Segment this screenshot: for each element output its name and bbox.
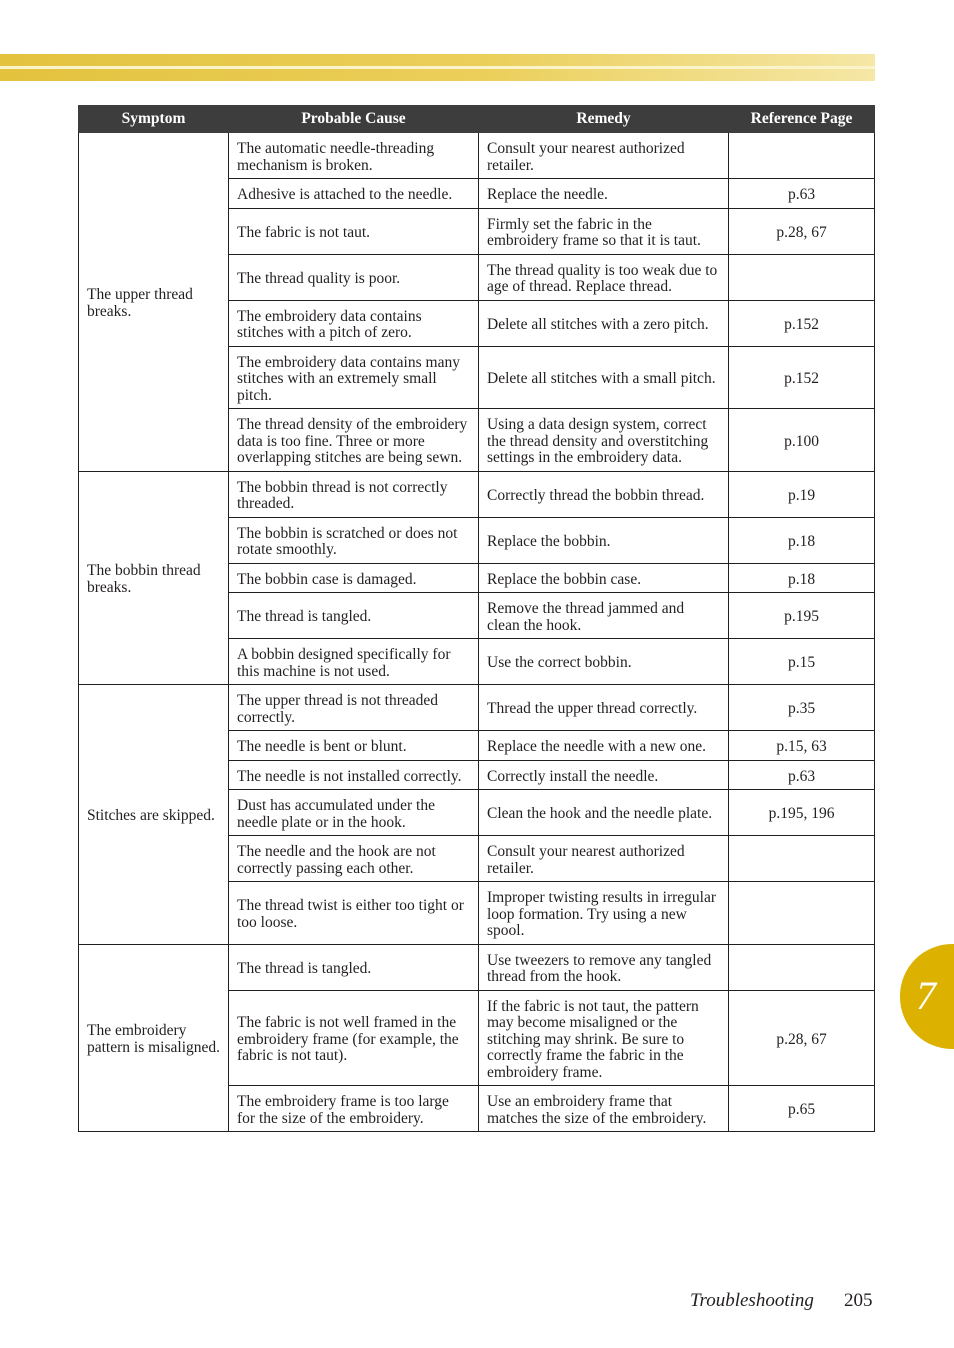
header-remedy: Remedy: [479, 106, 729, 133]
remedy-cell: Replace the bobbin case.: [479, 563, 729, 593]
reference-cell: p.100: [729, 409, 875, 472]
cause-cell: The automatic needle-threading mechanism is broken.: [229, 133, 479, 179]
reference-cell: p.152: [729, 346, 875, 409]
table-row: [79, 685, 875, 731]
reference-cell: p.28, 67: [729, 208, 875, 254]
cause-cell: The needle is not installed correctly.: [229, 760, 479, 790]
reference-cell: [729, 944, 875, 990]
remedy-cell: Firmly set the fabric in the embroidery frame so that it is taut.: [479, 208, 729, 254]
troubleshooting-table: [78, 105, 875, 1132]
chapter-number: 7: [916, 973, 936, 1018]
remedy-cell: Improper twisting results in irregular loop formation. Try using a new spool.: [479, 882, 729, 945]
cause-cell: A bobbin designed specifically for this machine is not used.: [229, 639, 479, 685]
header-reference-page: Reference Page: [729, 106, 875, 133]
cause-cell: The thread is tangled.: [229, 593, 479, 639]
cause-cell: The embroidery data contains stitches with a pitch of zero.: [229, 300, 479, 346]
cause-cell: The fabric is not taut.: [229, 208, 479, 254]
cause-cell: The thread is tangled.: [229, 944, 479, 990]
cause-cell: Dust has accumulated under the needle plate or in the hook.: [229, 790, 479, 836]
table-row: [79, 471, 875, 517]
table-header-row: [79, 106, 875, 133]
cause-cell: The thread quality is poor.: [229, 254, 479, 300]
symptom-cell: The embroidery pattern is misaligned.: [79, 944, 229, 1132]
remedy-cell: Use an embroidery frame that matches the size of the embroidery.: [479, 1086, 729, 1132]
remedy-cell: Correctly install the needle.: [479, 760, 729, 790]
remedy-cell: If the fabric is not taut, the pattern may become misaligned or the stitching may shrink. Be sure to correctly frame the fabric in the embroidery frame.: [479, 990, 729, 1086]
remedy-cell: Delete all stitches with a zero pitch.: [479, 300, 729, 346]
reference-cell: p.28, 67: [729, 990, 875, 1086]
remedy-cell: Use tweezers to remove any tangled thread from the hook.: [479, 944, 729, 990]
remedy-cell: Consult your nearest authorized retailer.: [479, 836, 729, 882]
remedy-cell: Clean the hook and the needle plate.: [479, 790, 729, 836]
cause-cell: The embroidery data contains many stitches with an extremely small pitch.: [229, 346, 479, 409]
table-row: [79, 944, 875, 990]
cause-cell: The thread density of the embroidery data is too fine. Three or more overlapping stitches are being sewn.: [229, 409, 479, 472]
header-symptom: Symptom: [79, 106, 229, 133]
cause-cell: The needle is bent or blunt.: [229, 731, 479, 761]
reference-cell: [729, 254, 875, 300]
remedy-cell: The thread quality is too weak due to age of thread. Replace thread.: [479, 254, 729, 300]
header-stripe-top: [0, 54, 875, 66]
footer-page-number: 205: [844, 1290, 873, 1311]
remedy-cell: Replace the needle.: [479, 179, 729, 209]
cause-cell: The embroidery frame is too large for the size of the embroidery.: [229, 1086, 479, 1132]
reference-cell: p.63: [729, 760, 875, 790]
reference-cell: p.19: [729, 471, 875, 517]
remedy-cell: Remove the thread jammed and clean the hook.: [479, 593, 729, 639]
reference-cell: p.18: [729, 563, 875, 593]
reference-cell: p.195: [729, 593, 875, 639]
cause-cell: The bobbin case is damaged.: [229, 563, 479, 593]
cause-cell: The upper thread is not threaded correctly.: [229, 685, 479, 731]
remedy-cell: Consult your nearest authorized retailer.: [479, 133, 729, 179]
header-stripe-bottom: [0, 69, 875, 81]
remedy-cell: Replace the needle with a new one.: [479, 731, 729, 761]
cause-cell: The bobbin thread is not correctly threaded.: [229, 471, 479, 517]
header-probable-cause: Probable Cause: [229, 106, 479, 133]
remedy-cell: Use the correct bobbin.: [479, 639, 729, 685]
reference-cell: p.15: [729, 639, 875, 685]
table-row: [79, 133, 875, 179]
reference-cell: p.152: [729, 300, 875, 346]
reference-cell: p.35: [729, 685, 875, 731]
cause-cell: The fabric is not well framed in the embroidery frame (for example, the fabric is not taut).: [229, 990, 479, 1086]
reference-cell: [729, 133, 875, 179]
symptom-cell: The bobbin thread breaks.: [79, 471, 229, 685]
remedy-cell: Using a data design system, correct the thread density and overstitching settings in the embroidery data.: [479, 409, 729, 472]
reference-cell: p.15, 63: [729, 731, 875, 761]
symptom-cell: Stitches are skipped.: [79, 685, 229, 945]
reference-cell: [729, 836, 875, 882]
reference-cell: [729, 882, 875, 945]
symptom-cell: The upper thread breaks.: [79, 133, 229, 472]
reference-cell: p.195, 196: [729, 790, 875, 836]
remedy-cell: Correctly thread the bobbin thread.: [479, 471, 729, 517]
footer-section-title: Troubleshooting: [690, 1290, 814, 1311]
table-body: [79, 133, 875, 1132]
cause-cell: Adhesive is attached to the needle.: [229, 179, 479, 209]
remedy-cell: Thread the upper thread correctly.: [479, 685, 729, 731]
remedy-cell: Replace the bobbin.: [479, 517, 729, 563]
reference-cell: p.63: [729, 179, 875, 209]
reference-cell: p.65: [729, 1086, 875, 1132]
cause-cell: The thread twist is either too tight or too loose.: [229, 882, 479, 945]
cause-cell: The needle and the hook are not correctly passing each other.: [229, 836, 479, 882]
remedy-cell: Delete all stitches with a small pitch.: [479, 346, 729, 409]
reference-cell: p.18: [729, 517, 875, 563]
cause-cell: The bobbin is scratched or does not rotate smoothly.: [229, 517, 479, 563]
